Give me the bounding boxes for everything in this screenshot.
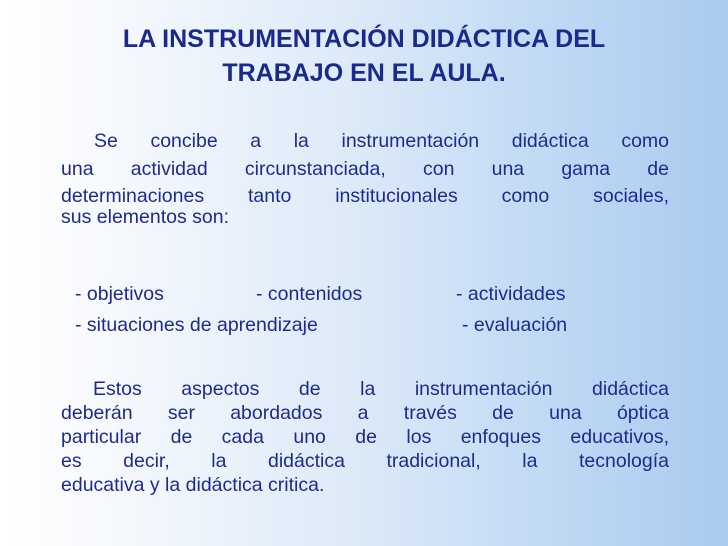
intro-paragraph <box>61 129 669 229</box>
slide-title-line-1: LA INSTRUMENTACIÓN DIDÁCTICA DEL <box>122 25 606 53</box>
aspects-line-5: educativa y la didáctica critica. <box>61 474 325 496</box>
aspects-line-4: es decir, la didáctica tradicional, la tecnología <box>61 450 669 472</box>
slide-title-line-2: TRABAJO EN EL AULA. <box>222 59 506 87</box>
intro-line-2: una actividad circunstanciada, con una gama de <box>61 158 669 180</box>
element-objetivos: - objetivos <box>75 283 164 305</box>
element-contenidos: - contenidos <box>256 283 363 305</box>
element-evaluacion: - evaluación <box>462 314 568 336</box>
aspects-line-3: particular de cada uno de los enfoques educativos, <box>61 426 669 448</box>
intro-line-1: Se concibe a la instrumentación didáctica como <box>94 130 669 152</box>
element-situaciones: - situaciones de aprendizaje <box>75 314 318 336</box>
aspects-line-1: Estos aspectos de la instrumentación didáctica <box>93 378 669 400</box>
aspects-line-2: deberán ser abordados a través de una óptica <box>61 402 669 424</box>
intro-line-4: sus elementos son: <box>61 206 230 228</box>
intro-line-3: determinaciones tanto institucionales como sociales, <box>61 185 669 207</box>
slide-title <box>30 22 698 90</box>
aspects-paragraph <box>61 377 669 497</box>
element-actividades: - actividades <box>456 283 566 305</box>
